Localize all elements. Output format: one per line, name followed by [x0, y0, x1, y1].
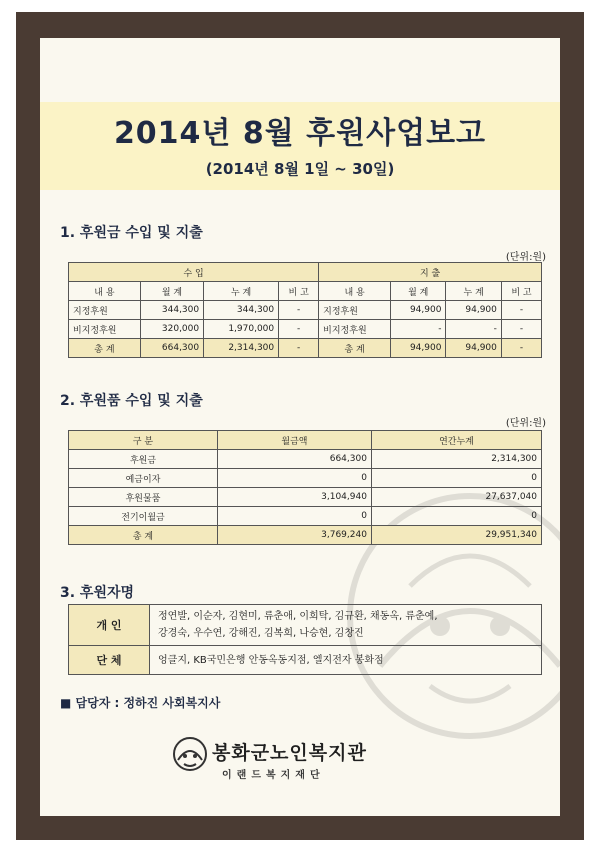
cell: 3,769,240	[218, 526, 372, 545]
cell: -	[279, 301, 319, 320]
cell: 2,314,300	[371, 450, 541, 469]
cell: 비지정후원	[319, 320, 391, 339]
group-label: 단 체	[69, 646, 150, 675]
table-row	[69, 320, 542, 339]
col-header: 내 용	[69, 282, 141, 301]
table-total-row	[69, 339, 542, 358]
cell: 0	[218, 469, 372, 488]
cell: 664,300	[140, 339, 203, 358]
section2-unit: (단위:원)	[505, 418, 546, 429]
section1-heading: 1. 후원금 수입 및 지출	[60, 225, 203, 241]
cell: 344,300	[140, 301, 203, 320]
section2-heading: 2. 후원품 수입 및 지출	[60, 393, 203, 409]
cell: 320,000	[140, 320, 203, 339]
donor-table	[68, 604, 542, 675]
cell: -	[391, 320, 446, 339]
cell: 비지정후원	[69, 320, 141, 339]
cell: 전기이월금	[69, 507, 218, 526]
org-sub: 이랜드복지재단	[222, 770, 325, 781]
cell: -	[501, 320, 541, 339]
cell: 2,314,300	[204, 339, 279, 358]
col-header: 월 계	[140, 282, 203, 301]
group-names: 엉클지, KB국민은행 안동옥동지점, 엘지전자 봉화점	[150, 646, 542, 675]
table-row	[69, 507, 542, 526]
cell: 지정후원	[69, 301, 141, 320]
cell: -	[501, 339, 541, 358]
col-header: 구 분	[69, 431, 218, 450]
col-header: 월금액	[218, 431, 372, 450]
cell: 후원물품	[69, 488, 218, 507]
cell: 지정후원	[319, 301, 391, 320]
cell: -	[279, 320, 319, 339]
cell: 예금이자	[69, 469, 218, 488]
manager	[60, 694, 220, 711]
report-paper	[40, 38, 560, 816]
manager-text: 담당자 : 정하진 사회복지사	[75, 696, 221, 710]
table-row	[69, 301, 542, 320]
section1-unit: (단위:원)	[505, 252, 546, 263]
table-row	[69, 605, 542, 646]
individual-names-line2: 강경숙, 우수연, 강해진, 김복희, 나승현, 김창진	[158, 628, 364, 639]
cell: 94,900	[446, 301, 501, 320]
col-header: 누 계	[204, 282, 279, 301]
cell: 1,970,000	[204, 320, 279, 339]
page-subtitle: (2014년 8월 1일 ~ 30일)	[205, 160, 395, 178]
cell: -	[446, 320, 501, 339]
col-header: 비 고	[279, 282, 319, 301]
cell: 344,300	[204, 301, 279, 320]
income-expense-table	[68, 262, 542, 358]
cell: 94,900	[391, 339, 446, 358]
table-row	[69, 469, 542, 488]
cell: 후원금	[69, 450, 218, 469]
expense-header: 지 출	[319, 263, 542, 282]
cell: 0	[371, 507, 541, 526]
table-total-row	[69, 526, 542, 545]
col-header: 비 고	[501, 282, 541, 301]
cell: 3,104,940	[218, 488, 372, 507]
cell: 94,900	[391, 301, 446, 320]
col-header: 내 용	[319, 282, 391, 301]
cell: 총 계	[319, 339, 391, 358]
individual-label: 개 인	[69, 605, 150, 646]
cell: 29,951,340	[371, 526, 541, 545]
cell: 664,300	[218, 450, 372, 469]
table-row	[69, 488, 542, 507]
individual-names	[150, 605, 542, 646]
page-title: 2014년 8월 후원사업보고	[113, 116, 487, 151]
table-row	[69, 450, 542, 469]
cell: 총 계	[69, 339, 141, 358]
section3-heading: 3. 후원자명	[60, 585, 135, 601]
cell: 94,900	[446, 339, 501, 358]
col-header: 연간누계	[371, 431, 541, 450]
bullet-icon: ■	[60, 696, 76, 710]
table-row	[69, 646, 542, 675]
goods-table	[68, 430, 542, 545]
elder-logo-icon	[170, 734, 210, 778]
col-header: 월 계	[391, 282, 446, 301]
cell: 총 계	[69, 526, 218, 545]
cell: 0	[218, 507, 372, 526]
cell: 0	[371, 469, 541, 488]
cell: 27,637,040	[371, 488, 541, 507]
cell: -	[501, 301, 541, 320]
cell: -	[279, 339, 319, 358]
individual-names-line1: 정연발, 이순자, 김현미, 류춘애, 이희탁, 김규환, 채동옥, 류춘예,	[158, 611, 438, 622]
income-header: 수 입	[69, 263, 319, 282]
col-header: 누 계	[446, 282, 501, 301]
org-name: 봉화군노인복지관	[212, 742, 367, 764]
